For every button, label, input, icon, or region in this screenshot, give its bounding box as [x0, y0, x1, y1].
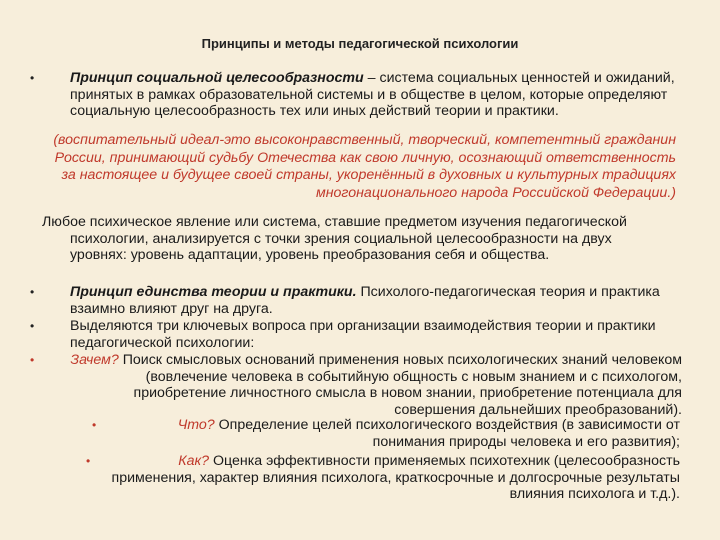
principle-social-expediency	[70, 70, 684, 120]
analysis-paragraph-text: Любое психическое явление или система, ставшие предметом изучения педагогической психологии, анализируется с точки зрения социальной целесообразности на двух уровнях: уровень адаптации, уровень преобразования себя и общества.	[42, 214, 627, 264]
three-questions-intro: Выделяются три ключевых вопроса при организации взаимодействия теории и практики педагогической психологии:	[70, 318, 656, 351]
question-why	[70, 352, 682, 418]
bullet-marker: •	[30, 353, 35, 367]
bullet-marker: •	[30, 319, 35, 333]
principle-term: Принцип социальной целесообразности	[70, 70, 364, 86]
bullet-marker: •	[86, 454, 91, 468]
principle-text: – система социальных ценностей и ожиданий, принятых в рамках образовательной системы и в обществе в целом, которые определяют социальную целесообразность тех или иных действий теории и практики.	[70, 70, 675, 120]
bullet-marker: •	[30, 71, 35, 85]
question-how	[106, 453, 680, 503]
question-text: Оценка эффективности применяемых психотехник (целесообразность применения, характер влияния психолога, краткосрочные и долгосрочные результаты влияния психолога и т.д.).	[111, 453, 680, 503]
slide-title: Принципы и методы педагогической психологии	[201, 36, 519, 51]
question-text: Поиск смысловых оснований применения новых психологических знаний человеком (вовлечение человека в событийную общность с новым знанием и с психологом, приобретение личностного смысла в новом знании, приобретение потенциала для совершения дальнейших преобразований).	[118, 352, 682, 418]
question-term: Зачем?	[70, 352, 119, 368]
question-term: Как?	[178, 453, 210, 469]
analysis-paragraph	[42, 214, 642, 264]
principle-text: Психолого-педагогическая теория и практика взаимно влияют друг на друга.	[70, 284, 660, 317]
bullet-marker: •	[92, 418, 97, 432]
principle-term: Принцип единства теории и практики.	[70, 284, 357, 300]
principle-theory-practice	[70, 284, 670, 317]
question-term: Что?	[177, 417, 215, 433]
bullet-marker: •	[30, 285, 35, 299]
question-text: Определение целей психологического воздействия (в зависимости от понимания природы человека и его развития);	[214, 417, 680, 450]
question-what	[108, 417, 680, 450]
educational-ideal-quote: (воспитательный идеал-это высоконравственный, творческий, компетентный гражданин России, принимающий судьбу Отечества как свою личную, осознающий ответственность за настоящее и будущее своей страны, укоренённый в духовных и культурных традициях многонационального народа Российской Федерации.)	[53, 132, 676, 201]
